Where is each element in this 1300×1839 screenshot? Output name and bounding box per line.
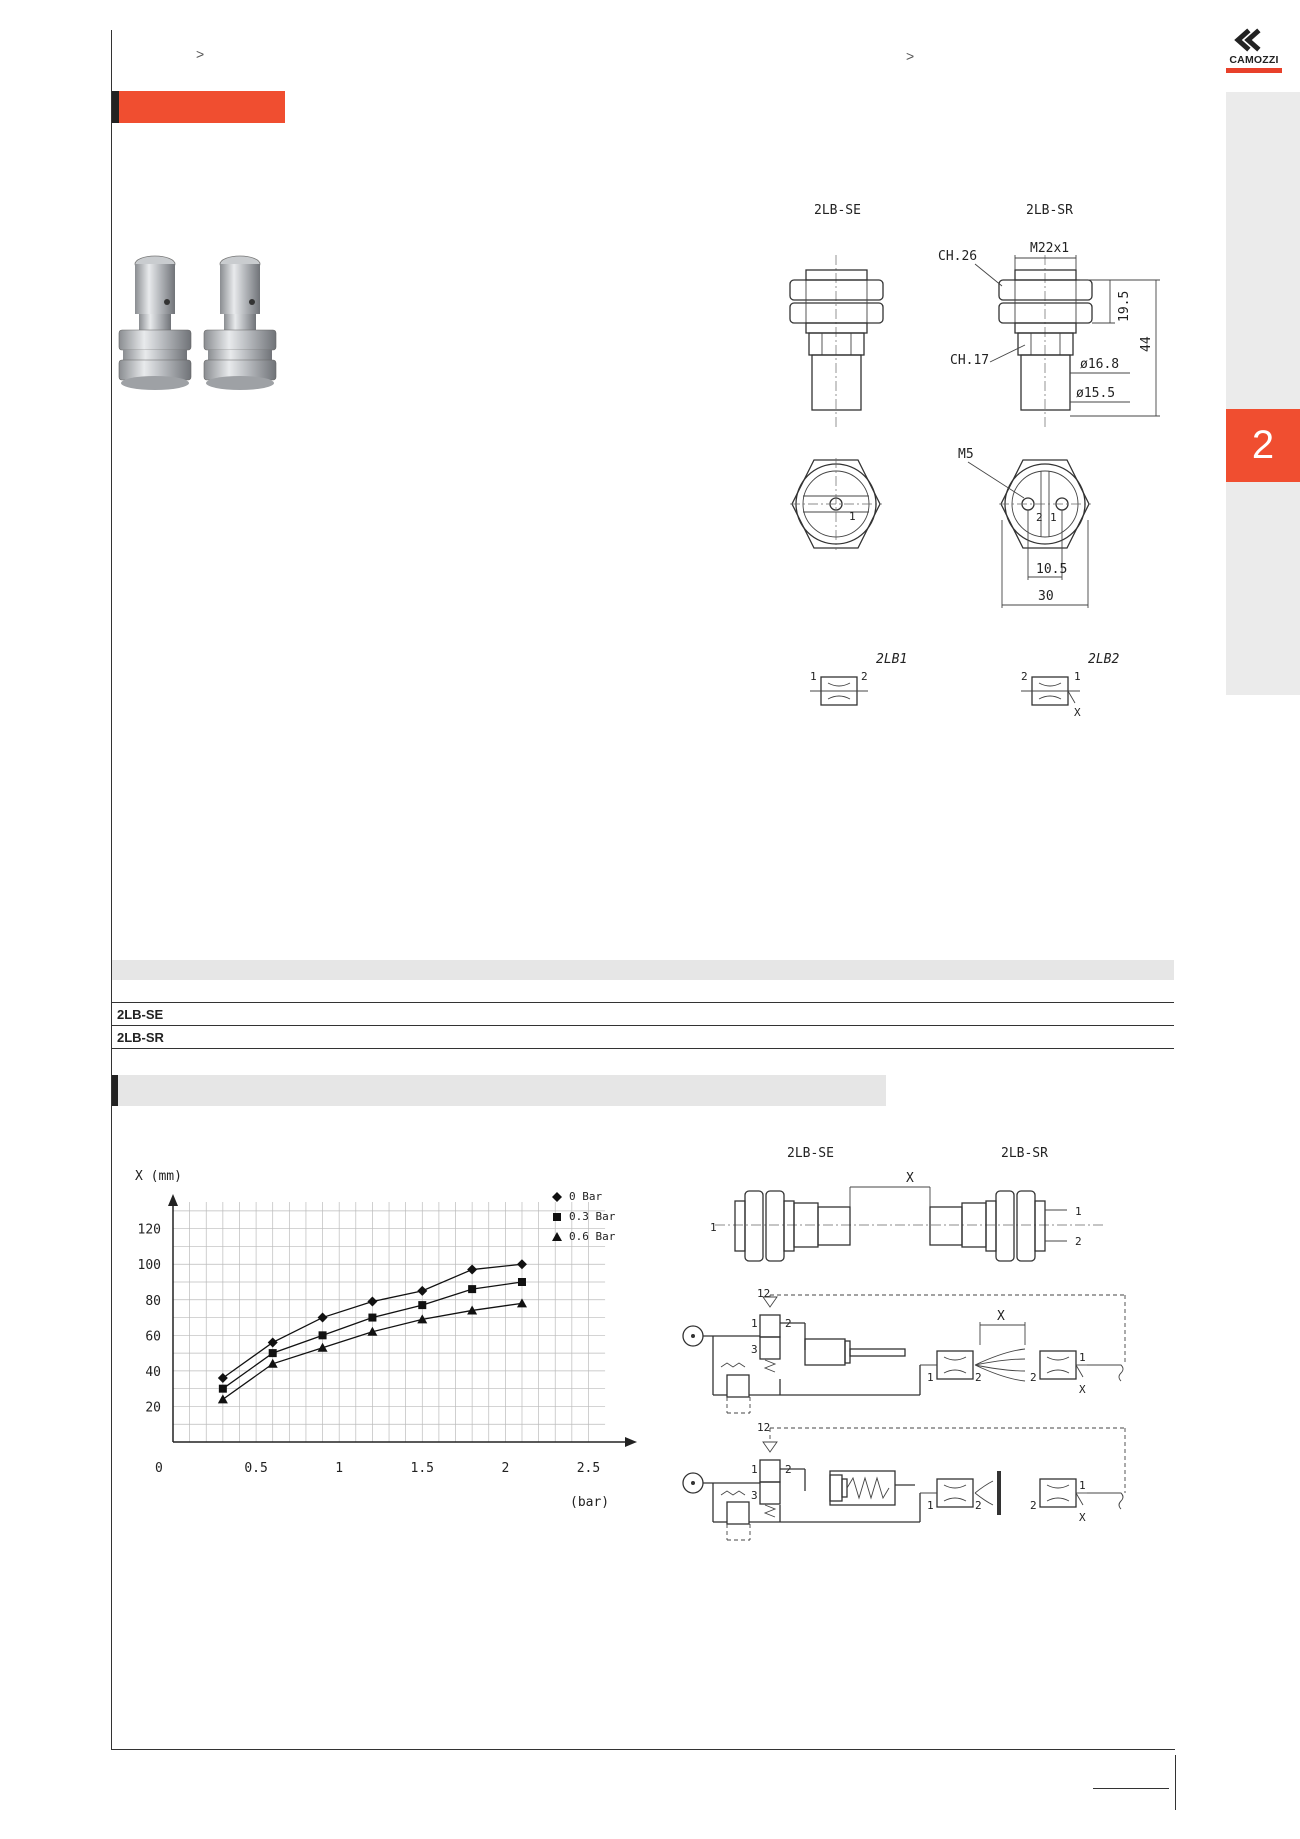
c2-sr-port-1: 1	[1079, 1479, 1086, 1492]
breadcrumb-separator-left: >	[196, 46, 205, 62]
chart-ticks	[138, 1223, 601, 1476]
dim-title-se: 2LB-SE	[814, 203, 861, 218]
chart-ylabel: X (mm)	[135, 1169, 182, 1184]
table-header-bar	[112, 960, 1174, 980]
c2-port-1: 1	[751, 1463, 758, 1476]
y-tick-label: 80	[145, 1293, 161, 1309]
sr-port-1: 1	[1050, 511, 1057, 524]
chart-grid	[173, 1202, 605, 1442]
data-point	[219, 1385, 227, 1393]
dim-title-sr: 2LB-SR	[1026, 203, 1073, 218]
dim-10-5: 10.5	[1036, 562, 1068, 577]
data-point	[517, 1259, 527, 1269]
legend-label: 0.3 Bar	[569, 1210, 616, 1223]
x-tick-label: 2.5	[576, 1461, 601, 1476]
side-tab-panel	[1226, 92, 1300, 695]
page-number-rule	[1093, 1788, 1169, 1789]
data-point	[268, 1337, 278, 1347]
dim-44: 44	[1139, 336, 1154, 352]
symbol-2lb1	[810, 652, 907, 705]
app-sr-port-1: 1	[1075, 1205, 1082, 1218]
sr-side-view	[938, 241, 1160, 430]
symbol-2lb1-name: 2LB1	[876, 652, 908, 667]
y-tick-label: 60	[145, 1329, 161, 1345]
page-corner-line	[1175, 1755, 1176, 1810]
legend-marker	[552, 1192, 562, 1202]
y-tick-label: 40	[145, 1364, 161, 1380]
dim-phi-16-8: ø16.8	[1080, 357, 1120, 372]
dim-m22: M22x1	[1030, 241, 1070, 256]
circuit-1	[683, 1287, 1125, 1413]
symbol-2lb1-port-1: 1	[810, 670, 817, 683]
dim-ch26: CH.26	[938, 249, 978, 264]
app-title-sr: 2LB-SR	[1001, 1146, 1048, 1161]
c2-port-3: 3	[751, 1489, 758, 1502]
app-gap-x: X	[906, 1171, 914, 1186]
dim-30: 30	[1038, 589, 1054, 604]
dim-ch17: CH.17	[950, 353, 990, 368]
data-point	[418, 1301, 426, 1309]
table-cell-code: 2LB-SE	[112, 1003, 1174, 1026]
legend-label: 0 Bar	[569, 1190, 603, 1203]
legend-marker	[553, 1213, 561, 1221]
app-se-port-1: 1	[710, 1221, 717, 1234]
camozzi-logo	[1224, 24, 1284, 74]
app-title-se: 2LB-SE	[787, 1146, 834, 1161]
breadcrumb-separator-right: >	[906, 48, 915, 64]
c2-port-12: 12	[757, 1421, 771, 1434]
symbol-2lb2-port-1: 1	[1074, 670, 1081, 683]
se-port-1: 1	[849, 510, 856, 523]
table-row	[112, 1003, 1174, 1026]
se-front-view	[790, 458, 882, 550]
camozzi-logo-mark	[1224, 24, 1284, 74]
data-point	[468, 1285, 476, 1293]
sr-front-view	[958, 447, 1091, 608]
y-tick-label: 100	[137, 1258, 161, 1274]
data-point	[518, 1278, 526, 1286]
data-point	[318, 1313, 328, 1323]
product-right	[204, 256, 276, 390]
dim-19-5: 19.5	[1117, 290, 1132, 322]
side-tab-number: 2	[1251, 423, 1275, 467]
c1-sr-port-x: X	[1079, 1383, 1086, 1396]
se-side-view	[790, 255, 883, 430]
data-point	[319, 1331, 327, 1339]
legend-label: 0.6 Bar	[569, 1230, 616, 1243]
c1-gap-x: X	[997, 1309, 1005, 1324]
data-point	[269, 1349, 277, 1357]
app-sr-body	[930, 1191, 1067, 1261]
c2-port-2: 2	[785, 1463, 792, 1476]
c1-port-12: 12	[757, 1287, 771, 1300]
dim-phi-15-5: ø15.5	[1076, 386, 1116, 401]
product-photo	[115, 250, 285, 395]
c1-port-3: 3	[751, 1343, 758, 1356]
c2-sr-port-x: X	[1079, 1511, 1086, 1524]
dim-m5: M5	[958, 447, 974, 462]
app-sr-port-2: 2	[1075, 1235, 1082, 1248]
sr-port-2: 2	[1036, 511, 1043, 524]
symbol-2lb2-name: 2LB2	[1088, 652, 1120, 667]
chart-xlabel: (bar)	[570, 1495, 610, 1510]
circuit-2	[683, 1421, 1125, 1540]
bottom-frame-line	[111, 1749, 1175, 1750]
logo-wordmark: CAMOZZI	[1229, 54, 1279, 66]
data-point	[368, 1314, 376, 1322]
dimension-drawing	[770, 190, 1200, 730]
chart-axes	[168, 1194, 637, 1447]
symbol-2lb1-port-2: 2	[861, 670, 868, 683]
table-row	[112, 1026, 1174, 1049]
c1-sr-port-2: 2	[1030, 1371, 1037, 1384]
product-left	[119, 256, 191, 390]
data-point	[218, 1373, 228, 1383]
c1-sr-port-1: 1	[1079, 1351, 1086, 1364]
c1-se-port-1: 1	[927, 1371, 934, 1384]
distance-pressure-chart	[125, 1160, 645, 1520]
data-point	[417, 1286, 427, 1296]
application-diagram	[675, 1135, 1135, 1550]
x-tick-label: 2	[501, 1461, 510, 1476]
chart-origin-label: 0	[155, 1461, 163, 1476]
c2-sr-port-2: 2	[1030, 1499, 1037, 1512]
section-header-bar	[112, 1075, 886, 1106]
section-title-bar	[112, 91, 285, 123]
data-point	[467, 1265, 477, 1275]
x-tick-label: 1.5	[410, 1461, 435, 1476]
symbol-2lb2-port-x: X	[1074, 706, 1081, 719]
c1-port-1: 1	[751, 1317, 758, 1330]
parameters-table	[112, 1002, 1174, 1049]
data-point	[218, 1394, 228, 1403]
c1-se-port-2: 2	[975, 1371, 982, 1384]
table-cell-code: 2LB-SR	[112, 1026, 1174, 1049]
x-tick-label: 1	[335, 1461, 344, 1476]
symbol-2lb2-port-2: 2	[1021, 670, 1028, 683]
data-point	[367, 1297, 377, 1307]
x-tick-label: 0.5	[244, 1461, 268, 1476]
chart-legend	[552, 1190, 616, 1243]
c2-se-port-1: 1	[927, 1499, 934, 1512]
y-tick-label: 20	[145, 1400, 161, 1416]
c1-port-2: 2	[785, 1317, 792, 1330]
symbol-2lb2	[1021, 652, 1119, 719]
y-tick-label: 120	[137, 1222, 161, 1238]
c2-se-port-2: 2	[975, 1499, 982, 1512]
app-se-body	[715, 1187, 1105, 1261]
legend-marker	[552, 1232, 562, 1241]
side-tab-section[interactable]	[1226, 409, 1300, 482]
left-frame-line	[111, 30, 112, 1750]
